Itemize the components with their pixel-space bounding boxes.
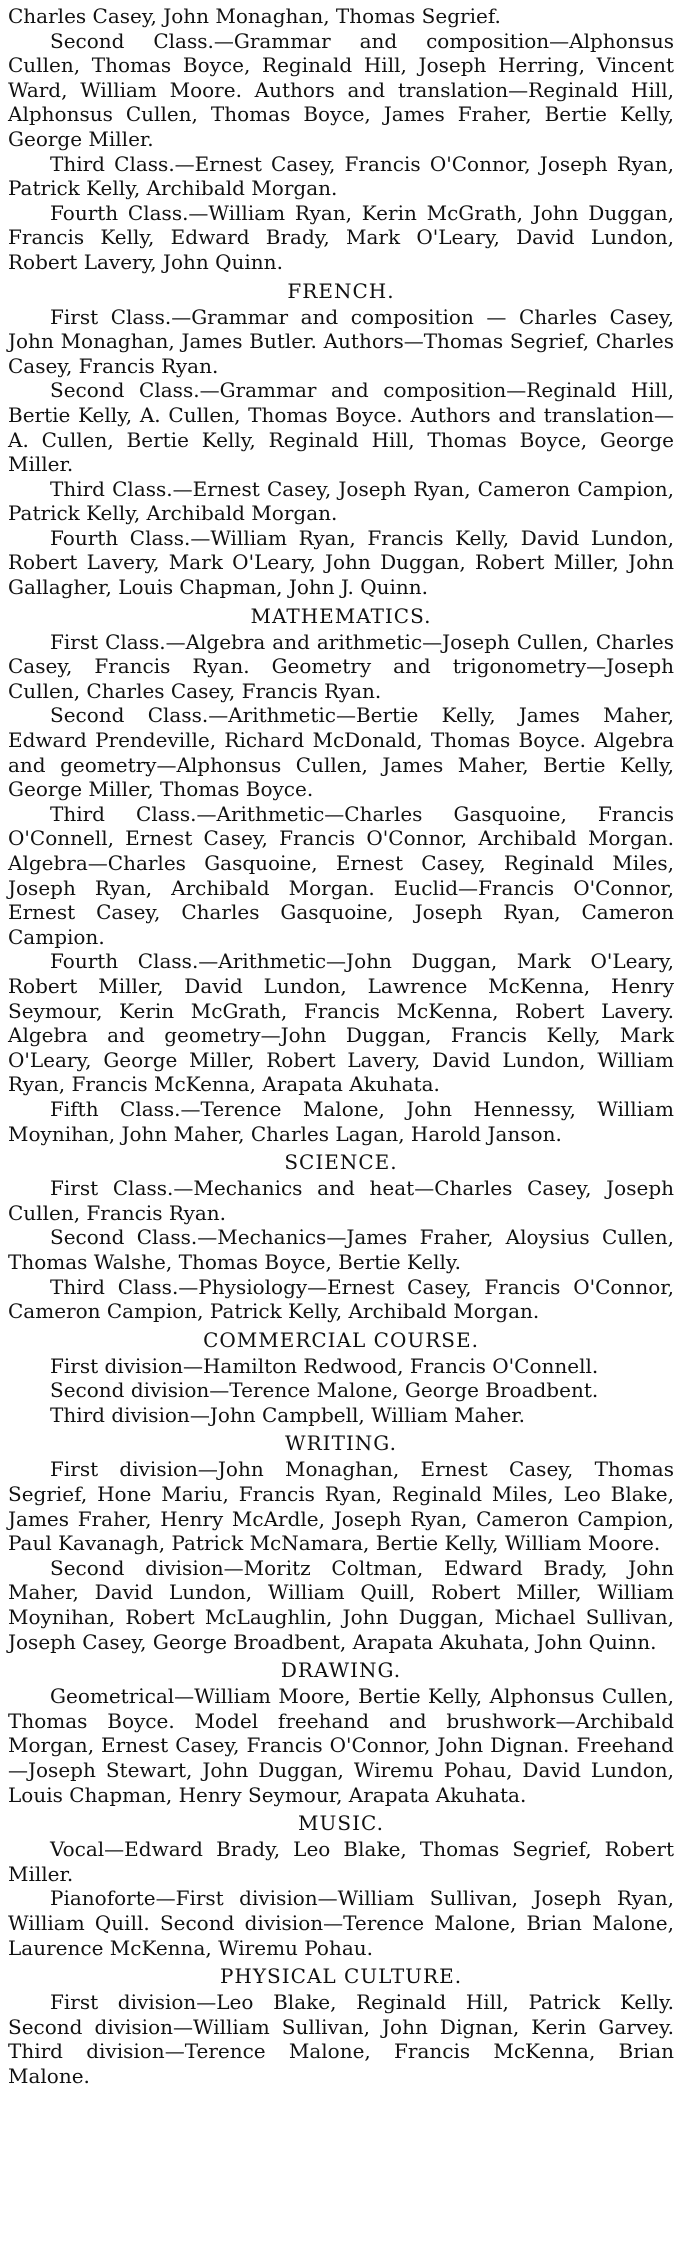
class-paragraph: Third Class.—Ernest Casey, Francis O'Connor, Joseph Ryan, Patrick Kelly, Archibald Morgan. xyxy=(8,151,674,201)
section-heading: MATHEMATICS. xyxy=(250,603,432,628)
class-paragraph: Second division—Moritz Coltman, Edward Brady, John Maher, David Lundon, William Quill, Robert Miller, William Moynihan, Robert McLaughlin, John Duggan, Michael Sullivan, Joseph Casey, George Broadbent, Arapata Akuhata, John Quinn. xyxy=(8,1555,674,1654)
class-paragraph: Fourth Class.—William Ryan, Francis Kelly, David Lundon, Robert Lavery, Mark O'Leary, John Duggan, Robert Miller, John Gallagher, Louis Chapman, John J. Quinn. xyxy=(8,525,674,600)
section-heading: MUSIC. xyxy=(298,1811,384,1836)
class-paragraph: First Class.—Algebra and arithmetic—Joseph Cullen, Charles Casey, Francis Ryan. Geometry and trigonometry—Joseph Cullen, Charles Casey, Francis Ryan. xyxy=(8,629,674,703)
section-heading: SCIENCE. xyxy=(284,1150,398,1175)
class-paragraph: Third Class.—Physiology—Ernest Casey, Francis O'Connor, Cameron Campion, Patrick Kelly, Archibald Morgan. xyxy=(8,1274,674,1324)
class-paragraph: First division—Leo Blake, Reginald Hill, Patrick Kelly. Second division—William Sullivan, John Dignan, Kerin Garvey. Third division—Terence Malone, Francis McKenna, Brian Malone. xyxy=(8,1990,674,2088)
section-heading: DRAWING. xyxy=(280,1658,402,1683)
class-paragraph: First Class.—Mechanics and heat—Charles Casey, Joseph Cullen, Francis Ryan. xyxy=(8,1176,674,1225)
section xyxy=(8,1146,674,1324)
class-paragraph: Second Class.—Grammar and composition—Alphonsus Cullen, Thomas Boyce, Reginald Hill, Joseph Herring, Vincent Ward, William Moore. Authors and translation—Reginald Hill, Alphonsus Cullen, Thomas Boyce, James Fraher, Bertie Kelly, George Miller. xyxy=(8,28,674,151)
class-paragraph: Fifth Class.—Terence Malone, John Hennessy, William Moynihan, John Maher, Charles Lagan, Harold Janson. xyxy=(8,1096,674,1146)
section xyxy=(8,1324,674,1428)
section xyxy=(8,600,674,1146)
class-paragraph: Second Class.—Arithmetic—Bertie Kelly, James Maher, Edward Prendeville, Richard McDonald, Thomas Boyce. Algebra and geometry—Alphonsus Cullen, James Maher, Bertie Kelly, George Miller, Thomas Boyce. xyxy=(8,703,674,802)
class-paragraph: Second division—Terence Malone, George Broadbent. xyxy=(50,1378,599,1403)
section xyxy=(8,275,674,600)
section xyxy=(8,1807,674,1960)
class-paragraph: First division—John Monaghan, Ernest Casey, Thomas Segrief, Hone Mariu, Francis Ryan, Reginald Miles, Leo Blake, James Fraher, Henry McArdle, Joseph Ryan, Cameron Campion, Paul Kavanagh, Patrick McNamara, Bertie Kelly, William Moore. xyxy=(8,1457,674,1556)
class-paragraph: Third Class.—Ernest Casey, Joseph Ryan, Cameron Campion, Patrick Kelly, Archibald Morgan. xyxy=(8,476,674,526)
section xyxy=(8,4,674,275)
class-paragraph: Pianoforte—First division—William Sullivan, Joseph Ryan, William Quill. Second division—Terence Malone, Brian Malone, Laurence McKenna, Wiremu Pohau. xyxy=(8,1886,674,1960)
section xyxy=(8,1654,674,1807)
class-paragraph: First division—Hamilton Redwood, Francis O'Connell. xyxy=(50,1353,599,1378)
class-paragraph: Fourth Class.—Arithmetic—John Duggan, Mark O'Leary, Robert Miller, David Lundon, Lawrence McKenna, Henry Seymour, Kerin McGrath, Francis McKenna, Robert Lavery. Algebra and geometry—John Duggan, Francis Kelly, Mark O'Leary, George Miller, Robert Lavery, David Lundon, William Ryan, Francis McKenna, Arapata Akuhata. xyxy=(8,949,674,1097)
section-heading: WRITING. xyxy=(285,1431,397,1456)
class-paragraph: Geometrical—William Moore, Bertie Kelly, Alphonsus Cullen, Thomas Boyce. Model freehand and brushwork—Archibald Morgan, Ernest Casey, Francis O'Connor, John Dignan. Freehand—Joseph Stewart, John Duggan, Wiremu Pohau, David Lundon, Louis Chapman, Henry Seymour, Arapata Akuhata. xyxy=(8,1684,674,1807)
class-paragraph: Third division—John Campbell, William Maher. xyxy=(50,1402,526,1427)
section xyxy=(8,1960,674,2088)
section-heading: PHYSICAL CULTURE. xyxy=(219,1964,463,1989)
class-paragraph: Third Class.—Arithmetic—Charles Gasquoine, Francis O'Connell, Ernest Casey, Francis O'Connor, Archibald Morgan. Algebra—Charles Gasquoine, Ernest Casey, Reginald Miles, Joseph Ryan, Archibald Morgan. Euclid—Francis O'Connor, Ernest Casey, Charles Gasquoine, Joseph Ryan, Cameron Campion. xyxy=(8,801,674,949)
class-paragraph: Charles Casey, John Monaghan, Thomas Segrief. xyxy=(8,4,501,28)
class-paragraph: Second Class.—Grammar and composition—Reginald Hill, Bertie Kelly, A. Cullen, Thomas Boyce. Authors and translation—A. Cullen, Bertie Kelly, Reginald Hill, Thomas Boyce, George Miller. xyxy=(8,378,674,477)
section-heading: COMMERCIAL COURSE. xyxy=(203,1327,479,1352)
class-paragraph: Second Class.—Mechanics—James Fraher, Aloysius Cullen, Thomas Walshe, Thomas Boyce, Bertie Kelly. xyxy=(8,1225,674,1274)
section xyxy=(8,1427,674,1654)
section-heading: FRENCH. xyxy=(287,278,395,303)
class-paragraph: Fourth Class.—William Ryan, Kerin McGrath, John Duggan, Francis Kelly, Edward Brady, Mark O'Leary, David Lundon, Robert Lavery, John Quinn. xyxy=(8,200,674,274)
prize-list-column xyxy=(8,4,674,2089)
class-paragraph: Vocal—Edward Brady, Leo Blake, Thomas Segrief, Robert Miller. xyxy=(8,1837,674,1886)
class-paragraph: First Class.—Grammar and composition — Charles Casey, John Monaghan, James Butler. Authors—Thomas Segrief, Charles Casey, Francis Ryan. xyxy=(8,304,674,378)
